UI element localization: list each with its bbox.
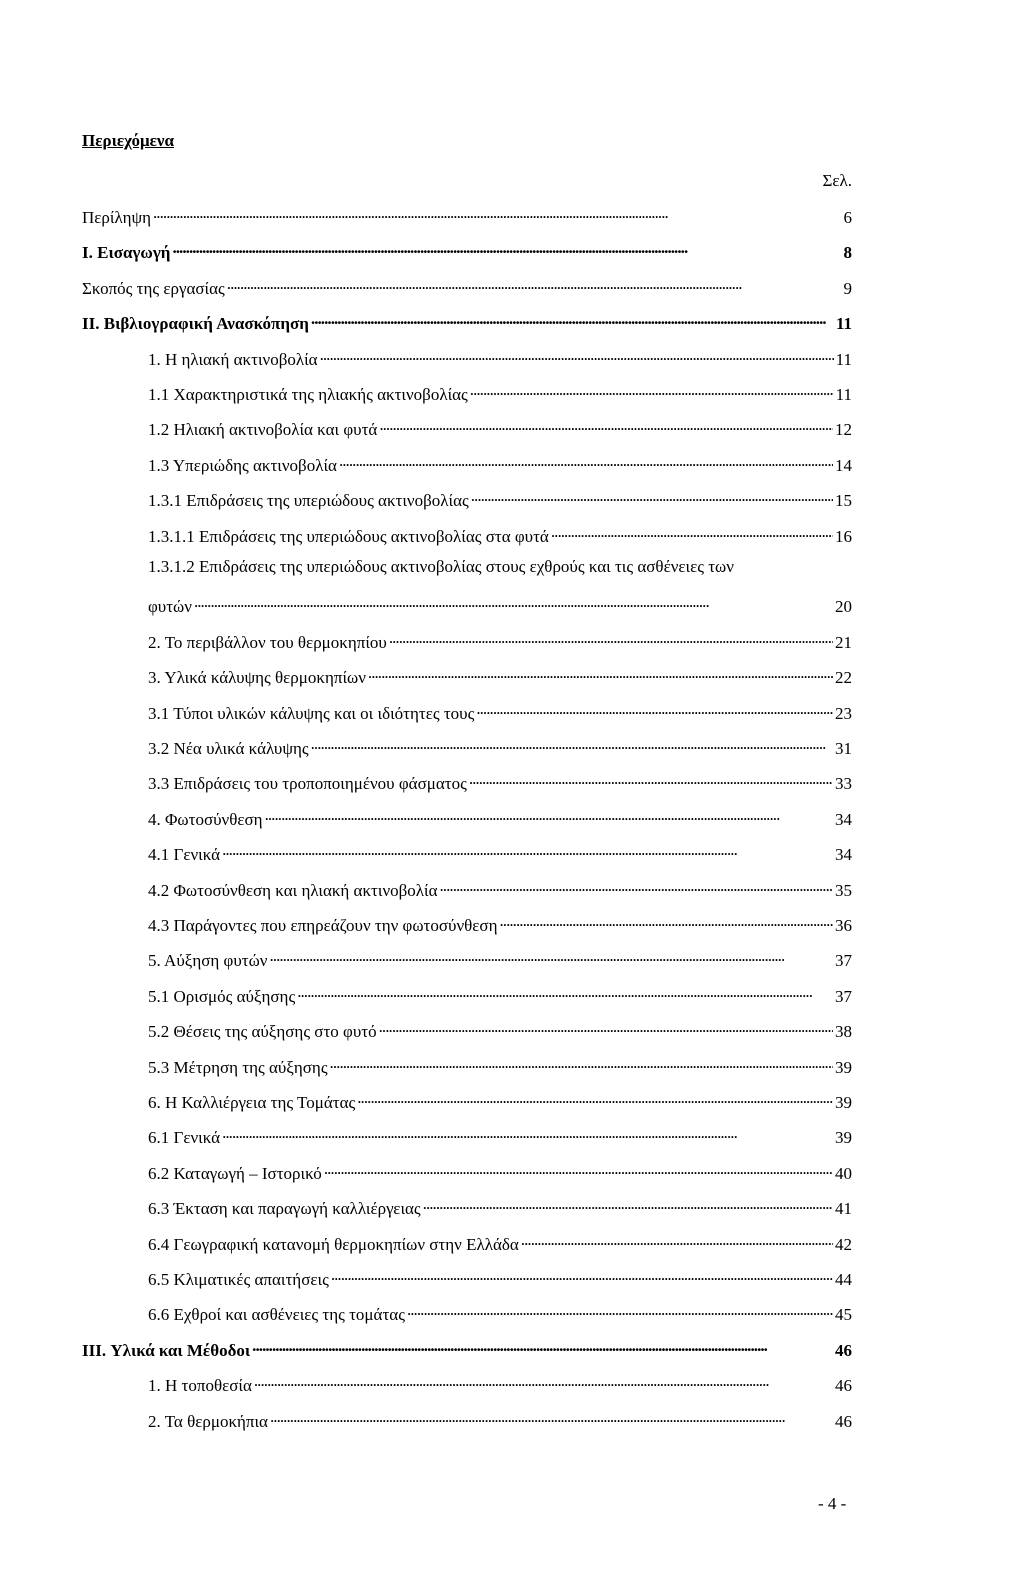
dot-leader bbox=[320, 345, 834, 365]
toc-entry-page: 21 bbox=[835, 632, 852, 652]
toc-entry-page: 46 bbox=[835, 1411, 852, 1431]
toc-entry-page: 9 bbox=[843, 278, 852, 298]
toc-entry-page: 22 bbox=[835, 668, 852, 688]
toc-entry-page: 39 bbox=[835, 1093, 852, 1112]
toc-entry bbox=[148, 522, 852, 547]
toc-entry bbox=[148, 769, 852, 794]
toc-entry-label: Περίληψη bbox=[82, 208, 151, 227]
dot-leader bbox=[423, 1194, 833, 1214]
toc-entry-page: 36 bbox=[835, 916, 852, 935]
dot-leader bbox=[407, 1300, 833, 1320]
toc-entry-label: 2. Τα θερμοκήπια bbox=[148, 1411, 268, 1431]
toc-entry-label: 3. Υλικά κάλυψης θερμοκηπίων bbox=[148, 668, 366, 688]
toc-entry-label: Σκοπός της εργασίας bbox=[82, 278, 225, 298]
toc-entry-label: 6.1 Γενικά bbox=[148, 1128, 221, 1148]
toc-entry-label: 6.6 Εχθροί και ασθένειες της τομάτας bbox=[148, 1305, 405, 1325]
toc-entry-label: 3.2 Νέα υλικά κάλυψης bbox=[148, 739, 309, 758]
toc-entry-label: 1.2 Ηλιακή ακτινοβολία και φυτά bbox=[148, 420, 378, 440]
toc-entry bbox=[148, 1194, 852, 1219]
dot-leader bbox=[476, 699, 833, 719]
toc-entry-page: 8 bbox=[843, 243, 852, 263]
toc-entry-page: 38 bbox=[835, 1022, 852, 1042]
toc-entry bbox=[148, 1371, 852, 1396]
dot-leader bbox=[324, 1159, 833, 1179]
toc-entry-label: II. Βιβλιογραφική Ανασκόπηση bbox=[82, 314, 309, 334]
toc-entry-page: 33 bbox=[835, 774, 852, 794]
dot-leader bbox=[269, 946, 833, 966]
toc-entry bbox=[148, 486, 852, 511]
toc-entry-label: I. Εισαγωγή bbox=[82, 243, 171, 263]
toc-entry-label: 5. Αύξηση φυτών bbox=[148, 951, 268, 971]
dot-leader bbox=[270, 1407, 833, 1427]
toc-entry-page: 46 bbox=[835, 1376, 852, 1396]
toc-entry-label: 6. Η Καλλιέργεια της Τομάτας bbox=[148, 1093, 356, 1112]
dot-leader bbox=[389, 628, 833, 648]
dot-leader bbox=[153, 203, 842, 223]
toc-entry bbox=[148, 663, 852, 688]
toc-entry-page: 15 bbox=[835, 491, 852, 511]
toc-entry bbox=[148, 1300, 852, 1325]
dot-leader bbox=[379, 1017, 833, 1037]
dot-leader bbox=[368, 663, 833, 683]
toc-entry-page: 37 bbox=[835, 951, 852, 971]
toc-entry-page: 40 bbox=[835, 1163, 852, 1183]
toc-entry bbox=[82, 203, 852, 228]
toc-entry bbox=[148, 734, 852, 759]
toc-entry-page: 23 bbox=[835, 703, 852, 723]
toc-entry bbox=[148, 840, 852, 865]
toc-entry-page: 34 bbox=[835, 809, 852, 829]
toc-entry bbox=[148, 451, 852, 476]
toc-entry-page: 11 bbox=[835, 349, 852, 369]
toc-entry-page: 11 bbox=[835, 385, 852, 404]
toc-entry bbox=[82, 274, 852, 299]
dot-leader bbox=[297, 982, 833, 1002]
toc-entry-label: 6.3 Έκταση και παραγωγή καλλιέργειας bbox=[148, 1199, 421, 1219]
toc-entry-label: 5.2 Θέσεις της αύξησης στο φυτό bbox=[148, 1022, 377, 1042]
toc-entry-page: 44 bbox=[835, 1270, 852, 1289]
toc-entry bbox=[82, 1336, 852, 1361]
toc-entry-page: 34 bbox=[835, 845, 852, 865]
toc-entry-label: 2. Το περιβάλλον του θερμοκηπίου bbox=[148, 632, 387, 652]
toc-entry-page: 6 bbox=[843, 208, 852, 227]
dot-leader bbox=[357, 1088, 833, 1108]
dot-leader bbox=[311, 734, 833, 754]
toc-entry bbox=[148, 699, 852, 724]
toc-entry-label: 3.1 Τύποι υλικών κάλυψης και οι ιδιότητες τους bbox=[148, 703, 475, 723]
toc-entry-page: 35 bbox=[835, 880, 852, 900]
toc-entry-label: 1. Η ηλιακή ακτινοβολία bbox=[148, 349, 318, 369]
page-number: - 4 - bbox=[818, 1494, 847, 1513]
toc-entry-label: 3.3 Επιδράσεις του τροποποιημένου φάσματος bbox=[148, 774, 467, 794]
toc-entry-label: 4.3 Παράγοντες που επηρεάζουν την φωτοσύνθεση bbox=[148, 916, 498, 935]
toc-entry-label: 6.5 Κλιματικές απαιτήσεις bbox=[148, 1270, 329, 1289]
dot-leader bbox=[470, 380, 834, 400]
dot-leader bbox=[551, 522, 833, 542]
toc-entry-label: III. Υλικά και Μέθοδοι bbox=[82, 1340, 251, 1360]
toc-entry-label: 1.3.1 Επιδράσεις της υπεριώδους ακτινοβολίας bbox=[148, 491, 469, 511]
dot-leader bbox=[499, 911, 833, 931]
toc-entry bbox=[148, 982, 852, 1007]
toc-entry-page: 16 bbox=[835, 526, 852, 546]
dot-leader bbox=[379, 415, 833, 435]
toc-entry bbox=[148, 1230, 852, 1255]
toc-entry-page: 11 bbox=[835, 314, 852, 334]
toc-entry bbox=[148, 1053, 852, 1078]
toc-entry bbox=[148, 1159, 852, 1184]
dot-leader bbox=[222, 1123, 833, 1143]
toc-entry bbox=[148, 1123, 852, 1148]
toc-entry bbox=[148, 380, 852, 405]
dot-leader bbox=[194, 592, 833, 612]
toc-entry-page: 39 bbox=[835, 1057, 852, 1077]
dot-leader bbox=[339, 451, 833, 471]
toc-entry-page: 14 bbox=[835, 455, 852, 475]
toc-entry-label: 4.2 Φωτοσύνθεση και ηλιακή ακτινοβολία bbox=[148, 880, 438, 900]
dot-leader bbox=[254, 1371, 833, 1391]
toc-entry-label: 1. Η τοποθεσία bbox=[148, 1376, 252, 1396]
toc-entry-page: 46 bbox=[835, 1340, 852, 1360]
dot-leader bbox=[222, 840, 833, 860]
toc-entry-page: 42 bbox=[835, 1234, 852, 1254]
toc-entry bbox=[148, 415, 852, 440]
toc-entry bbox=[148, 876, 852, 901]
toc-entry-label: 6.2 Καταγωγή – Ιστορικό bbox=[148, 1163, 322, 1183]
toc-entry-continuation bbox=[148, 592, 852, 617]
toc-entry-label: 4. Φωτοσύνθεση bbox=[148, 809, 263, 829]
toc-entry bbox=[148, 1017, 852, 1042]
toc-entry-page: 41 bbox=[835, 1199, 852, 1219]
toc-entry bbox=[148, 557, 734, 577]
dot-leader bbox=[252, 1336, 833, 1356]
toc-entry-label: 1.3.1.1 Επιδράσεις της υπεριώδους ακτινοβολίας στα φυτά bbox=[148, 526, 549, 546]
toc-entry bbox=[148, 1088, 852, 1113]
dot-leader bbox=[521, 1230, 833, 1250]
toc-entry-label: 1.3 Υπεριώδης ακτινοβολία bbox=[148, 455, 337, 475]
dot-leader bbox=[440, 876, 834, 896]
dot-leader bbox=[331, 1265, 833, 1285]
dot-leader bbox=[330, 1053, 833, 1073]
toc-entry-label: 1.3.1.2 Επιδράσεις της υπεριώδους ακτινοβολίας στους εχθρούς και τις ασθένειες των bbox=[148, 557, 734, 576]
toc-entry-page: 39 bbox=[835, 1128, 852, 1148]
toc-entry-page: 37 bbox=[835, 986, 852, 1006]
toc-entry-label-continuation: φυτών bbox=[148, 597, 192, 617]
toc-entry bbox=[148, 946, 852, 971]
toc-entry bbox=[82, 238, 852, 263]
dot-leader bbox=[265, 805, 833, 825]
toc-entry-page: 45 bbox=[835, 1305, 852, 1325]
toc-entry-label: 6.4 Γεωγραφική κατανομή θερμοκηπίων στην Ελλάδα bbox=[148, 1234, 519, 1254]
toc-entry-label: 4.1 Γενικά bbox=[148, 845, 221, 865]
dot-leader bbox=[311, 309, 834, 329]
toc-entry bbox=[148, 345, 852, 370]
dot-leader bbox=[172, 238, 841, 258]
toc-entry-label: 1.1 Χαρακτηριστικά της ηλιακής ακτινοβολίας bbox=[148, 385, 468, 404]
toc-title: Περιεχόμενα bbox=[82, 131, 174, 150]
page-column-label: Σελ. bbox=[822, 171, 852, 190]
toc-entry bbox=[82, 309, 852, 334]
dot-leader bbox=[469, 769, 833, 789]
dot-leader bbox=[227, 274, 842, 294]
toc-entry bbox=[148, 911, 852, 936]
toc-entry bbox=[148, 628, 852, 653]
dot-leader bbox=[471, 486, 833, 506]
toc-entry bbox=[148, 805, 852, 830]
toc-entry-label: 5.1 Ορισμός αύξησης bbox=[148, 986, 296, 1006]
toc-entry bbox=[148, 1265, 852, 1290]
toc-entry bbox=[148, 1407, 852, 1432]
toc-entry-page: 20 bbox=[835, 597, 852, 617]
toc-entry-page: 12 bbox=[835, 420, 852, 440]
toc-entry-page: 31 bbox=[835, 739, 852, 758]
toc-entry-label: 5.3 Μέτρηση της αύξησης bbox=[148, 1057, 328, 1077]
